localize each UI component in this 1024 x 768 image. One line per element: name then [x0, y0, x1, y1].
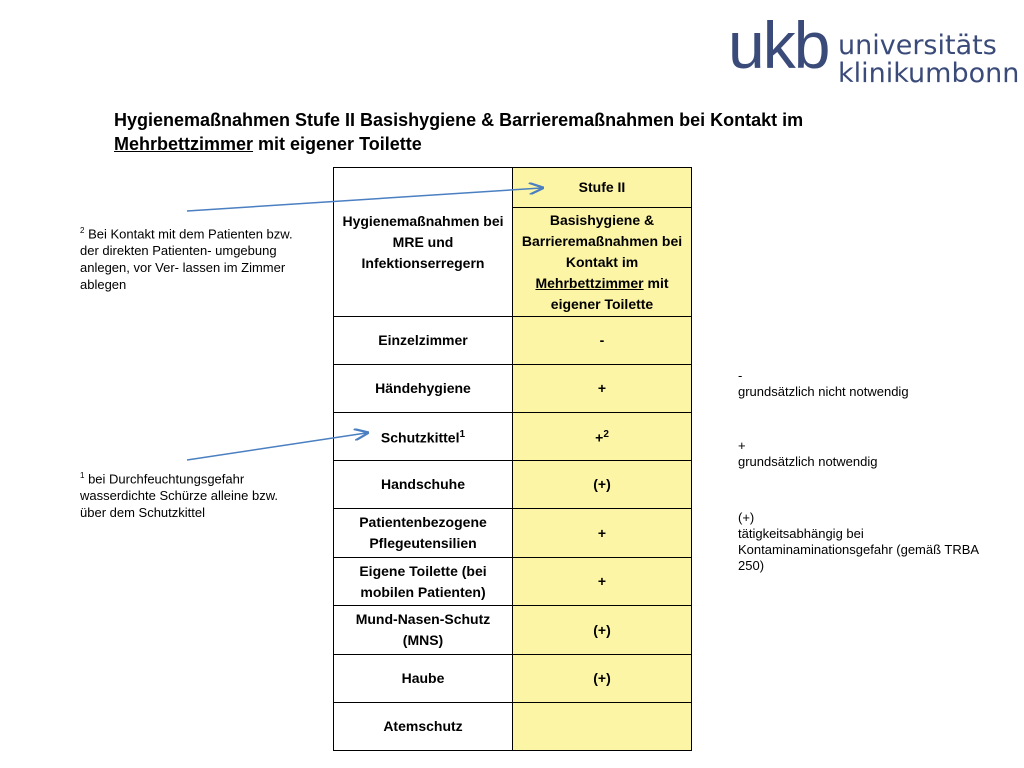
row-value: + [513, 558, 692, 606]
header-right-part1: Basishygiene & Barrieremaßnahmen bei Kontakt im [521, 211, 683, 270]
footnote-1-text: bei Durchfeuchtungsgefahr wasserdichte Schürze alleine bzw. über dem Schutzkittel [80, 471, 278, 521]
row-value: + [513, 365, 692, 413]
row-value: (+) [513, 461, 692, 509]
header-left-cell: Hygienemaßnahmen bei MRE und Infektionserregern [334, 168, 513, 317]
footnote-1-marker: 1 [80, 471, 85, 480]
row-value-sup: 2 [603, 429, 609, 441]
row-value: - [513, 317, 692, 365]
header-right-part2: mit eigener Toilette [550, 274, 669, 312]
legend-text: grundsätzlich notwendig [738, 454, 878, 469]
arrow-footnote-2 [187, 188, 541, 211]
row-value: (+) [513, 606, 692, 655]
legend-symbol: (+) [738, 510, 755, 525]
logo-line-1: universitäts [838, 30, 997, 61]
row-value-text: + [595, 429, 604, 446]
row-label: Haube [334, 655, 513, 703]
row-label: Eigene Toilette (bei mobilen Patienten) [334, 558, 513, 606]
footnote-2-marker: 2 [80, 226, 85, 235]
row-value: (+) [513, 655, 692, 703]
header-level-cell: Stufe II [513, 168, 692, 208]
row-label: Mund-Nasen-Schutz (MNS) [334, 606, 513, 655]
legend-symbol: + [738, 438, 746, 453]
footnote-2-text: Bei Kontakt mit dem Patienten bzw. der direkten Patienten- umgebung anlegen, vor Ver- lassen im Zimmer ablegen [80, 226, 293, 293]
header-right-underlined: Mehrbettzimmer [535, 274, 644, 291]
title-end: mit eigener Toilette [253, 134, 422, 154]
row-label-sup: 1 [459, 429, 466, 441]
row-label-text: Schutzkittel [380, 429, 460, 446]
logo-mark: ukb [728, 8, 829, 82]
row-label: Patientenbezogene Pflegeutensilien [334, 509, 513, 558]
legend-text: tätigkeitsabhängig bei Kontaminaminationsgefahr (gemäß TRBA 250) [738, 526, 979, 573]
arrow-footnote-1 [187, 433, 366, 460]
legend-symbol: - [738, 368, 743, 383]
row-label: Händehygiene [334, 365, 513, 413]
row-label: Handschuhe [334, 461, 513, 509]
title-underlined: Mehrbettzimmer [114, 134, 254, 154]
row-value: + [513, 509, 692, 558]
legend-text: grundsätzlich nicht notwendig [738, 384, 909, 399]
row-label: Atemschutz [334, 703, 513, 751]
logo-line-2: klinikumbonn [838, 58, 1020, 89]
title-main: Hygienemaßnahmen Stufe II Basishygiene & Barrieremaßnahmen bei Kontakt im [114, 110, 804, 130]
row-label: Einzelzimmer [334, 317, 513, 365]
